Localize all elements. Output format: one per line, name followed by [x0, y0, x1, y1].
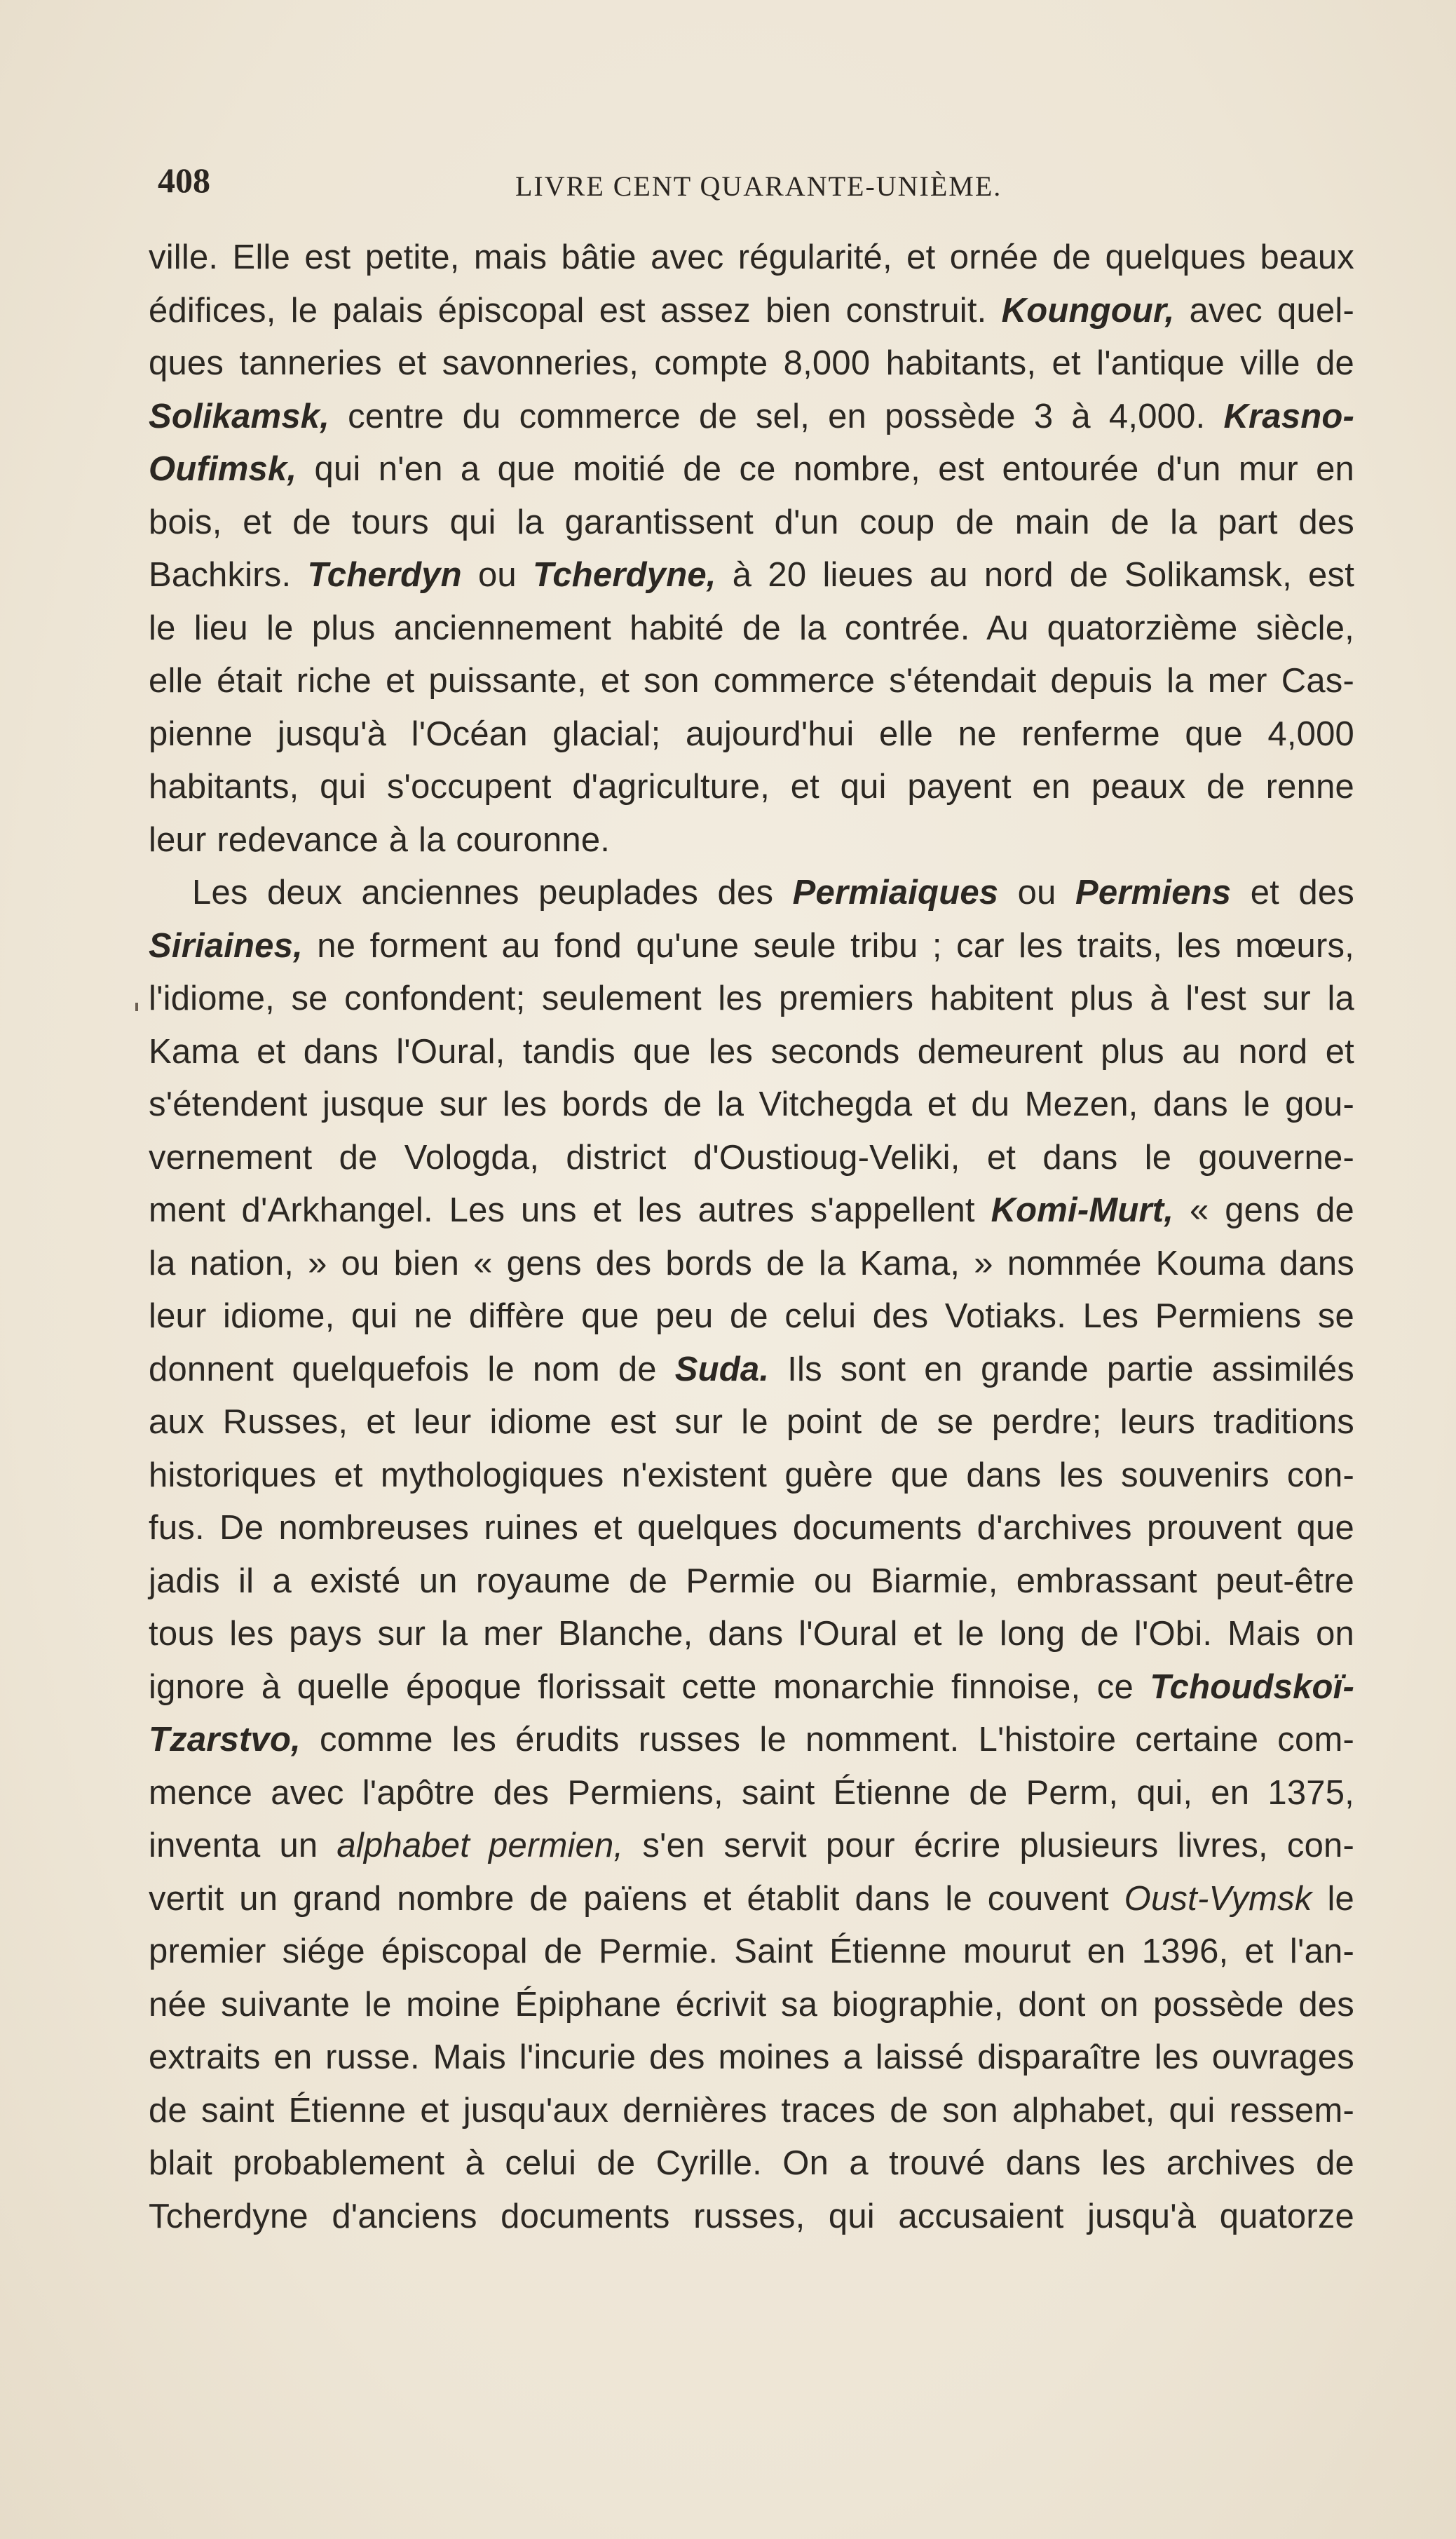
- text-line: [149, 1343, 1354, 1397]
- text-line: [149, 1873, 1354, 1926]
- margin-mark: [135, 1003, 138, 1011]
- text-line: [149, 708, 1354, 761]
- text-segment: « gens de: [1173, 1191, 1354, 1229]
- text-line: [149, 1026, 1354, 1079]
- text-line: [149, 1820, 1354, 1873]
- text-line: [149, 2191, 1354, 2244]
- text-segment: ment d'Arkhangel. Les uns et les autres s'appellent: [149, 1191, 991, 1229]
- italic-term: Komi-Murt,: [991, 1191, 1174, 1229]
- text-line: [149, 1132, 1354, 1185]
- text-segment: s'en servit pour écrire plusieurs livres, con-: [623, 1827, 1355, 1864]
- text-segment: qui n'en a que moitié de ce nombre, est entourée d'un mur en: [297, 450, 1354, 488]
- text-segment: née suivante le moine Épiphane écrivit sa biographie, dont on possède des: [149, 1985, 1354, 2024]
- text-line: [149, 1767, 1354, 1820]
- text-line: [149, 285, 1354, 338]
- text-line: [149, 1078, 1354, 1132]
- italic-term: Oust-Vymsk: [1124, 1879, 1312, 1918]
- text-segment: et des: [1231, 874, 1354, 912]
- text-segment: la nation, » ou bien « gens des bords de la Kama, » nommée Kouma dans: [149, 1244, 1354, 1282]
- text-segment: inventa un: [149, 1827, 337, 1864]
- text-segment: vernement de Vologda, district d'Oustioug-Veliki, et dans le gouverne-: [149, 1138, 1354, 1177]
- text-line: [149, 2137, 1354, 2191]
- italic-term: Suda.: [674, 1350, 770, 1388]
- text-line: [149, 1449, 1354, 1503]
- text-segment: leur redevance à la couronne.: [149, 820, 611, 859]
- text-segment: premier siége épiscopal de Permie. Saint Étienne mourut en 1396, et l'an-: [149, 1932, 1354, 1970]
- text-segment: tous les pays sur la mer Blanche, dans l'Oural et le long de l'Obi. Mais on: [149, 1615, 1354, 1653]
- text-segment: donnent quelquefois le nom de: [149, 1350, 675, 1388]
- italic-term: Koungour,: [1001, 291, 1175, 330]
- text-line: [149, 602, 1354, 656]
- text-segment: de saint Étienne et jusqu'aux dernières traces de son alphabet, qui ressem-: [149, 2091, 1354, 2130]
- text-line: [149, 1184, 1354, 1238]
- text-segment: édifices, le palais épiscopal est assez bien construit.: [149, 291, 1002, 330]
- text-segment: Ils sont en grande partie assimilés: [769, 1350, 1354, 1388]
- text-segment: le: [1312, 1879, 1354, 1918]
- text-line: [149, 337, 1354, 391]
- text-line: [149, 2031, 1354, 2085]
- text-segment: blait probablement à celui de Cyrille. On a trouvé dans les archives de: [149, 2144, 1354, 2182]
- text-segment: Tcherdyne d'anciens documents russes, qui accusaient jusqu'à quatorze: [149, 2197, 1354, 2235]
- text-segment: à 20 lieues au nord de Solikamsk, est: [716, 556, 1355, 594]
- text-segment: ville. Elle est petite, mais bâtie avec régularité, et ornée de quelques beaux: [149, 238, 1354, 276]
- text-line: [149, 867, 1354, 920]
- italic-term: Tcherdyne,: [533, 556, 716, 594]
- text-segment: historiques et mythologiques n'existent guère que dans les souvenirs con-: [149, 1456, 1354, 1494]
- text-segment: centre du commerce de sel, en possède 3 à 4,000.: [329, 397, 1224, 435]
- text-line: [149, 496, 1354, 550]
- text-segment: Bachkirs.: [149, 556, 308, 594]
- text-segment: jadis il a existé un royaume de Permie ou Biarmie, embrassant peut-être: [149, 1562, 1354, 1600]
- text-segment: Kama et dans l'Oural, tandis que les seconds demeurent plus au nord et: [149, 1032, 1354, 1071]
- body-text: [149, 231, 1354, 2243]
- text-line: [149, 443, 1354, 496]
- text-segment: le lieu le plus anciennement habité de la contrée. Au quatorzième siècle,: [149, 609, 1354, 647]
- italic-term: Krasno-: [1223, 397, 1354, 435]
- text-segment: vertit un grand nombre de païens et établit dans le couvent: [149, 1879, 1124, 1918]
- text-segment: avec quel-: [1174, 291, 1355, 330]
- text-segment: fus. De nombreuses ruines et quelques documents d'archives prouvent que: [149, 1509, 1354, 1547]
- italic-term: alphabet permien,: [336, 1827, 624, 1864]
- text-segment: habitants, qui s'occupent d'agriculture, et qui payent en peaux de renne: [149, 768, 1354, 806]
- text-segment: Les deux anciennes peuplades des: [192, 874, 793, 912]
- text-line: [149, 1661, 1354, 1714]
- text-line: [149, 231, 1354, 285]
- italic-term: Tcherdyn: [307, 556, 462, 594]
- text-line: [149, 655, 1354, 708]
- page-number: 408: [158, 161, 210, 200]
- italic-term: Siriaines,: [149, 926, 303, 965]
- text-segment: aux Russes, et leur idiome est sur le point de se perdre; leurs traditions: [149, 1403, 1354, 1441]
- text-line: [149, 761, 1354, 814]
- text-segment: bois, et de tours qui la garantissent d'un coup de main de la part des: [149, 503, 1354, 541]
- italic-term: Tchoudskoï-: [1150, 1667, 1354, 1706]
- text-segment: ou: [461, 556, 533, 594]
- text-line: [149, 2085, 1354, 2138]
- text-line: [149, 1290, 1354, 1343]
- text-line: [149, 1608, 1354, 1661]
- text-line: [149, 1238, 1354, 1291]
- text-line: [149, 1396, 1354, 1449]
- text-segment: pienne jusqu'à l'Océan glacial; aujourd'hui elle ne renferme que 4,000: [149, 715, 1354, 753]
- italic-term: Permiaiques: [792, 874, 999, 912]
- text-segment: comme les érudits russes le nomment. L'histoire certaine com-: [300, 1721, 1354, 1759]
- text-segment: extraits en russe. Mais l'incurie des moines a laissé disparaître les ouvrages: [149, 2038, 1354, 2076]
- text-line: [149, 1979, 1354, 2032]
- page-header: [158, 160, 1363, 216]
- text-segment: leur idiome, qui ne diffère que peu de celui des Votiaks. Les Permiens se: [149, 1297, 1354, 1335]
- text-line: [149, 1502, 1354, 1555]
- text-line: [149, 1555, 1354, 1609]
- text-segment: elle était riche et puissante, et son commerce s'étendait depuis la mer Cas-: [149, 662, 1354, 700]
- text-line: [149, 1714, 1354, 1767]
- text-line: [149, 391, 1354, 444]
- text-line: [149, 973, 1354, 1026]
- text-segment: s'étendent jusque sur les bords de la Vitchegda et du Mezen, dans le gou-: [149, 1085, 1354, 1123]
- italic-term: Oufimsk,: [149, 450, 297, 488]
- text-segment: ne forment au fond qu'une seule tribu ; car les traits, les mœurs,: [302, 926, 1354, 965]
- text-segment: l'idiome, se confondent; seulement les premiers habitent plus à l'est sur la: [149, 980, 1354, 1017]
- italic-term: Solikamsk,: [149, 397, 330, 435]
- text-line: [149, 549, 1354, 602]
- text-segment: ou: [998, 874, 1076, 912]
- text-line: [149, 920, 1354, 973]
- text-segment: ignore à quelle époque florissait cette monarchie finnoise, ce: [149, 1667, 1150, 1706]
- italic-term: Permiens: [1075, 874, 1232, 912]
- text-line: [149, 1925, 1354, 1979]
- text-line: [149, 814, 1354, 867]
- italic-term: Tzarstvo,: [149, 1721, 301, 1759]
- running-title: LIVRE CENT QUARANTE-UNIÈME.: [515, 170, 1002, 202]
- text-segment: mence avec l'apôtre des Permiens, saint Étienne de Perm, qui, en 1375,: [149, 1773, 1354, 1812]
- text-segment: ques tanneries et savonneries, compte 8,000 habitants, et l'antique ville de: [149, 344, 1354, 382]
